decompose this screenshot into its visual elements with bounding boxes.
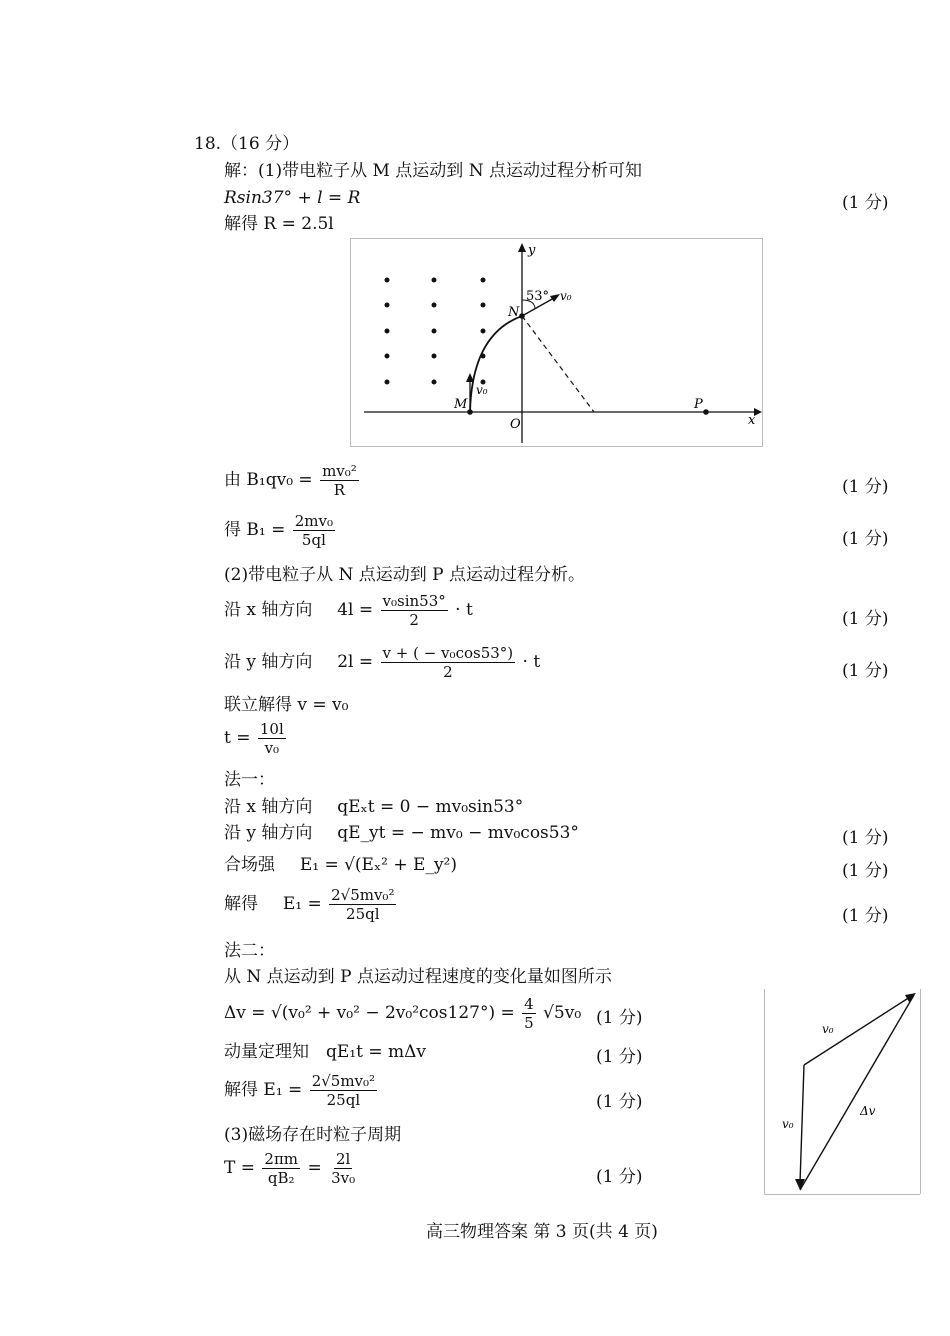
eq-t (224, 720, 288, 757)
point-M (467, 409, 473, 415)
label-angle: 53° (526, 289, 550, 304)
score-8: (1 分) (842, 906, 889, 926)
eq-B1-lhs: 由 B₁qv₀ = (224, 470, 313, 490)
trajectory-arc (470, 316, 522, 412)
m1-solve-den: 25ql (346, 905, 380, 923)
m1-field-label: 合场强 (224, 855, 275, 875)
t-den: v₀ (264, 739, 280, 757)
v0-top-vector (804, 997, 910, 1065)
m2-dv-num: 4 (524, 995, 534, 1013)
point-P (703, 409, 709, 415)
eq-B1-den: R (333, 481, 346, 499)
eq-y-direction (224, 644, 540, 681)
score-7: (1 分) (842, 861, 889, 881)
m2-dv-eq: Δv = √(v₀² + v₀² − 2v₀²cos127°) = (224, 1003, 515, 1023)
m2-momentum: 动量定理知 qE₁t = mΔv (224, 1042, 426, 1062)
T-lhs: T = (224, 1158, 255, 1178)
eq-B1-result-fraction (293, 512, 335, 549)
m2-solve-fraction (310, 1072, 377, 1109)
y-dir-lhs: 2l = (337, 652, 374, 672)
score-2: (1 分) (842, 477, 889, 497)
eq-x-direction (224, 592, 473, 629)
point-N (519, 313, 525, 319)
label-v0-top: v₀ (822, 1022, 834, 1036)
label-P: P (694, 397, 703, 412)
m1-x (224, 797, 523, 817)
x-dir-fraction (381, 592, 448, 629)
radius-dashed-line (522, 316, 594, 412)
T-num1: 2πm (264, 1150, 299, 1168)
y-dir-tail: · t (522, 652, 541, 672)
label-v0-M: v₀ (476, 383, 488, 397)
score-5: (1 分) (842, 661, 889, 681)
method2-title: 法二： (224, 941, 275, 961)
T-fraction-1 (262, 1150, 300, 1187)
label-v0-left: v₀ (782, 1117, 794, 1131)
score-10: (1 分) (596, 1047, 643, 1067)
m2-solve-den: 25ql (326, 1091, 361, 1109)
m1-y (224, 823, 579, 843)
m1-y-eq: qE_yt = − mv₀ − mv₀cos53° (337, 823, 579, 843)
T-den1: qB₂ (267, 1169, 295, 1187)
eq-B1-fraction (320, 462, 359, 499)
eq-T (224, 1150, 359, 1187)
eq-B1-num: mv₀² (322, 462, 357, 480)
m2-dv (224, 995, 581, 1032)
eq-B1-result-den: 5ql (301, 531, 326, 549)
problem-number: 18.（16 分） (194, 134, 300, 154)
eq-B1-result (224, 512, 337, 549)
t-fraction (258, 720, 286, 757)
label-y: y (528, 243, 536, 258)
m1-field-eq: E₁ = √(Eₓ² + E_y²) (299, 855, 457, 875)
m1-x-eq: qEₓt = 0 − mv₀sin53° (337, 797, 524, 817)
m1-x-label: 沿 x 轴方向 (224, 797, 313, 817)
y-dir-fraction (381, 644, 516, 681)
label-dv: Δv (860, 1104, 876, 1118)
score-4: (1 分) (842, 609, 889, 629)
x-dir-lhs: 4l = (337, 600, 374, 620)
part1-intro: 解：(1)带电粒子从 M 点运动到 N 点运动过程分析可知 (224, 161, 642, 181)
eq-B1-result-num: 2mv₀ (294, 512, 334, 530)
part3-intro: (3)磁场存在时粒子周期 (224, 1125, 402, 1145)
eq-R: 解得 R = 2.5l (224, 214, 334, 234)
m2-dv-den: 5 (524, 1014, 534, 1032)
m2-dv-tail: √5v₀ (543, 1003, 582, 1023)
y-dir-den: 2 (443, 663, 453, 681)
x-dir-den: 2 (409, 611, 419, 629)
m1-solve-label: 解得 (224, 894, 258, 914)
eq-geometry: Rsin37° + l = R (224, 188, 361, 208)
magnetic-field-dots (385, 278, 486, 385)
m1-solve-num: 2√5mv₀² (331, 886, 395, 904)
part2-intro: (2)带电粒子从 N 点运动到 P 点运动过程分析。 (224, 565, 586, 585)
score-1: (1 分) (842, 193, 889, 213)
method1-title: 法一： (224, 770, 275, 790)
eq-B1 (224, 462, 361, 499)
score-3: (1 分) (842, 529, 889, 549)
m1-field (224, 855, 457, 875)
score-11: (1 分) (596, 1092, 643, 1112)
page-footer: 高三物理答案 第 3 页(共 4 页) (426, 1222, 658, 1242)
label-M: M (454, 397, 468, 412)
y-dir-num: v + ( − v₀cos53°) (382, 644, 514, 662)
m1-solve-lhs: E₁ = (282, 894, 322, 914)
v0-left-vector (800, 1065, 804, 1183)
t-lhs: t = (224, 728, 251, 748)
t-num: 10l (259, 720, 284, 738)
T-mid: = (307, 1158, 322, 1178)
score-12: (1 分) (596, 1167, 643, 1187)
T-fraction-2 (329, 1150, 357, 1187)
delta-v-vector (800, 995, 914, 1190)
x-dir-num: v₀sin53° (382, 592, 446, 610)
y-dir-label: 沿 y 轴方向 (224, 652, 313, 672)
m1-solve-fraction (329, 886, 396, 923)
m2-solve-num: 2√5mv₀² (311, 1072, 376, 1090)
m2-dv-fraction (522, 995, 536, 1032)
figure-border (351, 239, 763, 447)
m1-solve (224, 886, 398, 923)
joint-solve: 联立解得 v = v₀ (224, 695, 349, 715)
label-x: x (748, 413, 756, 428)
T-den2: 3v₀ (331, 1169, 356, 1187)
score-9: (1 分) (596, 1008, 643, 1028)
x-dir-tail: · t (455, 600, 473, 620)
m1-y-label: 沿 y 轴方向 (224, 823, 313, 843)
m2-intro: 从 N 点运动到 P 点运动过程速度的变化量如图所示 (224, 967, 612, 987)
label-v0-top: v₀ (560, 289, 572, 303)
label-N: N (508, 305, 520, 320)
velocity-change-figure (764, 985, 922, 1195)
m2-solve-lhs: 解得 E₁ = (224, 1080, 303, 1100)
x-dir-label: 沿 x 轴方向 (224, 600, 313, 620)
label-O: O (510, 417, 521, 432)
eq-B1-result-lhs: 得 B₁ = (224, 520, 286, 540)
trajectory-figure (350, 238, 764, 448)
score-6: (1 分) (842, 828, 889, 848)
T-num2: 2l (335, 1150, 351, 1168)
m2-solve (224, 1072, 379, 1109)
